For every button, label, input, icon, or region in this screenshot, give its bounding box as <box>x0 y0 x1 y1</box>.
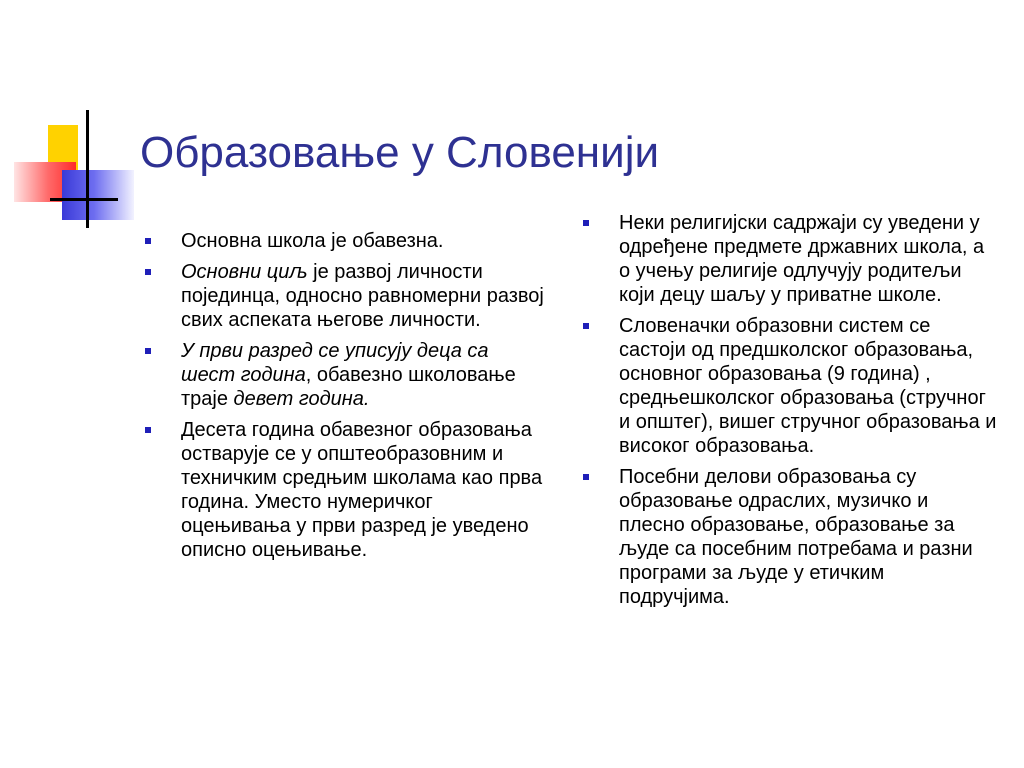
list-item <box>145 339 545 411</box>
square-bullet-icon <box>583 323 589 329</box>
item-italic-text: Основни циљ <box>181 261 308 283</box>
horizontal-line-decoration <box>50 198 118 201</box>
item-text: Неки религијски садржаји су уведени у одређене предмете државних школа, а о учењу религије одлучују родитељи који децу шаљу у приватне школе. <box>619 212 985 306</box>
item-text: је развој личности појединца, односно равномерни развој свих аспеката његове личности. <box>181 261 544 331</box>
slide-title: Образовање у Словенији <box>140 128 660 177</box>
list-item <box>583 211 998 307</box>
item-text: Посебни делови образовања су образовање одраслих, музичко и плесно образовање, образовање за људе са посебним потребама и разни програми за људе у етичким подручјима. <box>619 466 973 608</box>
list-item <box>145 260 545 332</box>
square-bullet-icon <box>583 474 589 480</box>
item-text: Основна школа је обавезна. <box>181 230 444 252</box>
item-italic-text: девет година. <box>233 388 370 410</box>
right-bullet-list <box>583 211 998 616</box>
item-text: Десета година обавезног образовања остварује се у општеобразовним и техничким средњим школама као прва година. Уместо нумеричког оцењивања у први разред је уведено описно оцењивање. <box>181 419 543 561</box>
vertical-line-decoration <box>86 110 89 228</box>
square-bullet-icon <box>145 348 151 354</box>
item-text: Словеначки образовни систем се састоји од предшколског образовања, основног образовања (9 година) , средњешколског образовања (стручног и општег), вишег стручног образовања и високог образовања. <box>619 315 997 457</box>
list-item <box>583 314 998 458</box>
square-bullet-icon <box>145 427 151 433</box>
item-italic-text: У први разред се уписују деца са шест година <box>181 340 489 386</box>
list-item <box>145 418 545 562</box>
square-bullet-icon <box>145 238 151 244</box>
square-bullet-icon <box>145 269 151 275</box>
blue-gradient-decoration <box>62 170 134 220</box>
left-bullet-list <box>145 229 545 569</box>
list-item <box>145 229 545 253</box>
item-text: , обавезно школовање траје <box>181 364 516 410</box>
list-item <box>583 465 998 609</box>
square-bullet-icon <box>583 220 589 226</box>
